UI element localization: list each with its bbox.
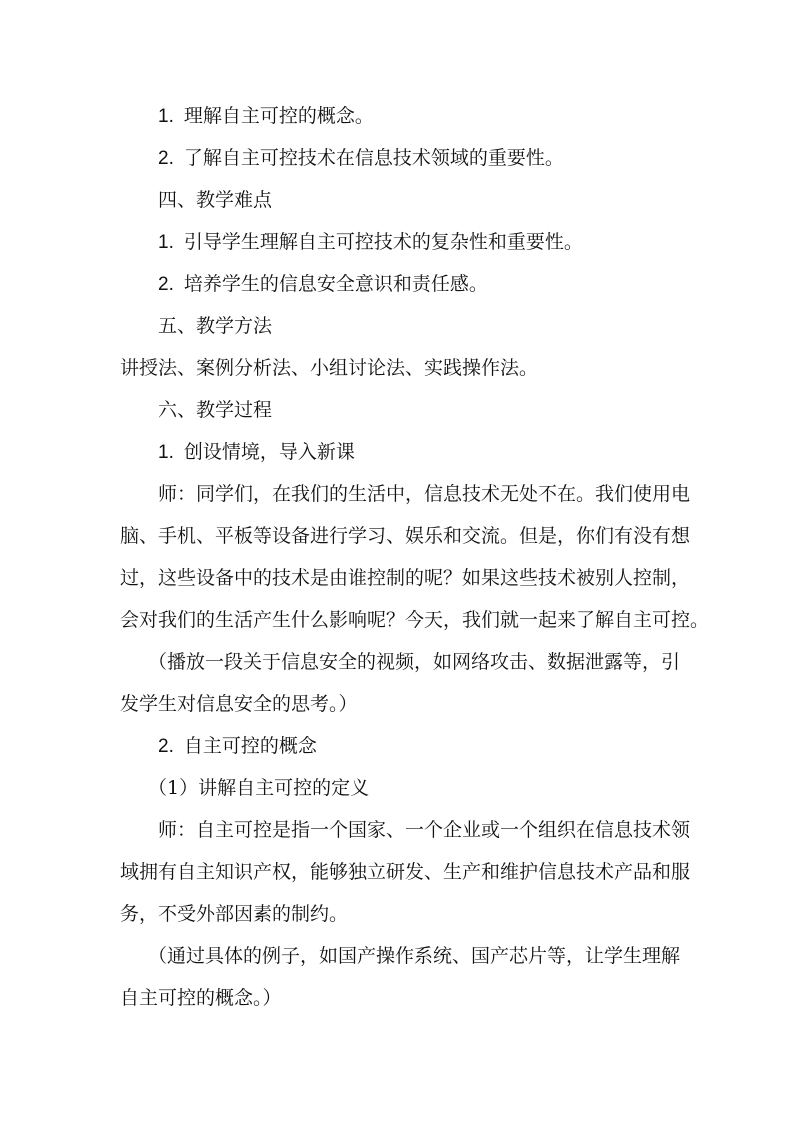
- methods-text: 讲授法、案例分析法、小组讨论法、实践操作法。: [120, 357, 539, 379]
- item-number: 1.: [158, 106, 174, 127]
- document-body: [120, 102, 710, 1026]
- item-number: 1.: [158, 442, 174, 463]
- item-text: 了解自主可控技术在信息技术领域的重要性。: [183, 147, 564, 169]
- item-text: 引导学生理解自主可控技术的复杂性和重要性。: [183, 231, 583, 253]
- section-heading: 五、教学方法: [158, 315, 273, 337]
- item-number: 2.: [158, 736, 174, 757]
- paragraph-example-note: [120, 942, 680, 1026]
- paragraph-line: 发学生对信息安全的思考。）: [120, 693, 358, 715]
- item-text: 创设情境，导入新课: [183, 441, 355, 463]
- paragraph-line: 会对我们的生活产生什么影响呢？今天，我们就一起来了解自主可控。: [120, 609, 710, 631]
- paragraph-line: 过，这些设备中的技术是由谁控制的呢？如果这些技术被别人控制，: [120, 567, 691, 589]
- paragraph-line: 务，不受外部因素的制约。: [120, 903, 349, 925]
- list-item: [120, 102, 680, 144]
- paragraph-line: （通过具体的例子，如国产操作系统、国产芯片等，让学生理解: [148, 945, 681, 967]
- section-heading: 四、教学难点: [158, 189, 273, 211]
- item-text: 自主可控的概念: [183, 735, 317, 757]
- paragraph-line: 自主可控的概念。）: [120, 987, 282, 1009]
- paragraph-line: （播放一段关于信息安全的视频，如网络攻击、数据泄露等，引: [148, 651, 681, 673]
- list-item: [120, 228, 680, 270]
- subheading: （1）讲解自主可控的定义: [148, 777, 370, 799]
- item-text: 培养学生的信息安全意识和责任感。: [183, 273, 488, 295]
- paragraph-line: 师：自主可控是指一个国家、一个企业或一个组织在信息技术领: [158, 819, 691, 841]
- list-item: [120, 144, 680, 186]
- paragraph-line: 域拥有自主知识产权，能够独立研发、生产和维护信息技术产品和服: [120, 861, 691, 883]
- list-item: [120, 732, 680, 774]
- list-item: [120, 270, 680, 312]
- paragraph-line: 师：同学们，在我们的生活中，信息技术无处不在。我们使用电: [158, 483, 691, 505]
- paragraph-line: 脑、手机、平板等设备进行学习、娱乐和交流。但是，你们有没有想: [120, 525, 691, 547]
- paragraph-video-note: [120, 648, 680, 732]
- list-item: [120, 438, 680, 480]
- section-heading: 六、教学过程: [158, 399, 273, 421]
- item-text: 理解自主可控的概念。: [183, 105, 374, 127]
- paragraph-intro: [120, 480, 710, 648]
- item-number: 2.: [158, 148, 174, 169]
- paragraph-definition: [120, 816, 691, 942]
- item-number: 1.: [158, 232, 174, 253]
- item-number: 2.: [158, 274, 174, 295]
